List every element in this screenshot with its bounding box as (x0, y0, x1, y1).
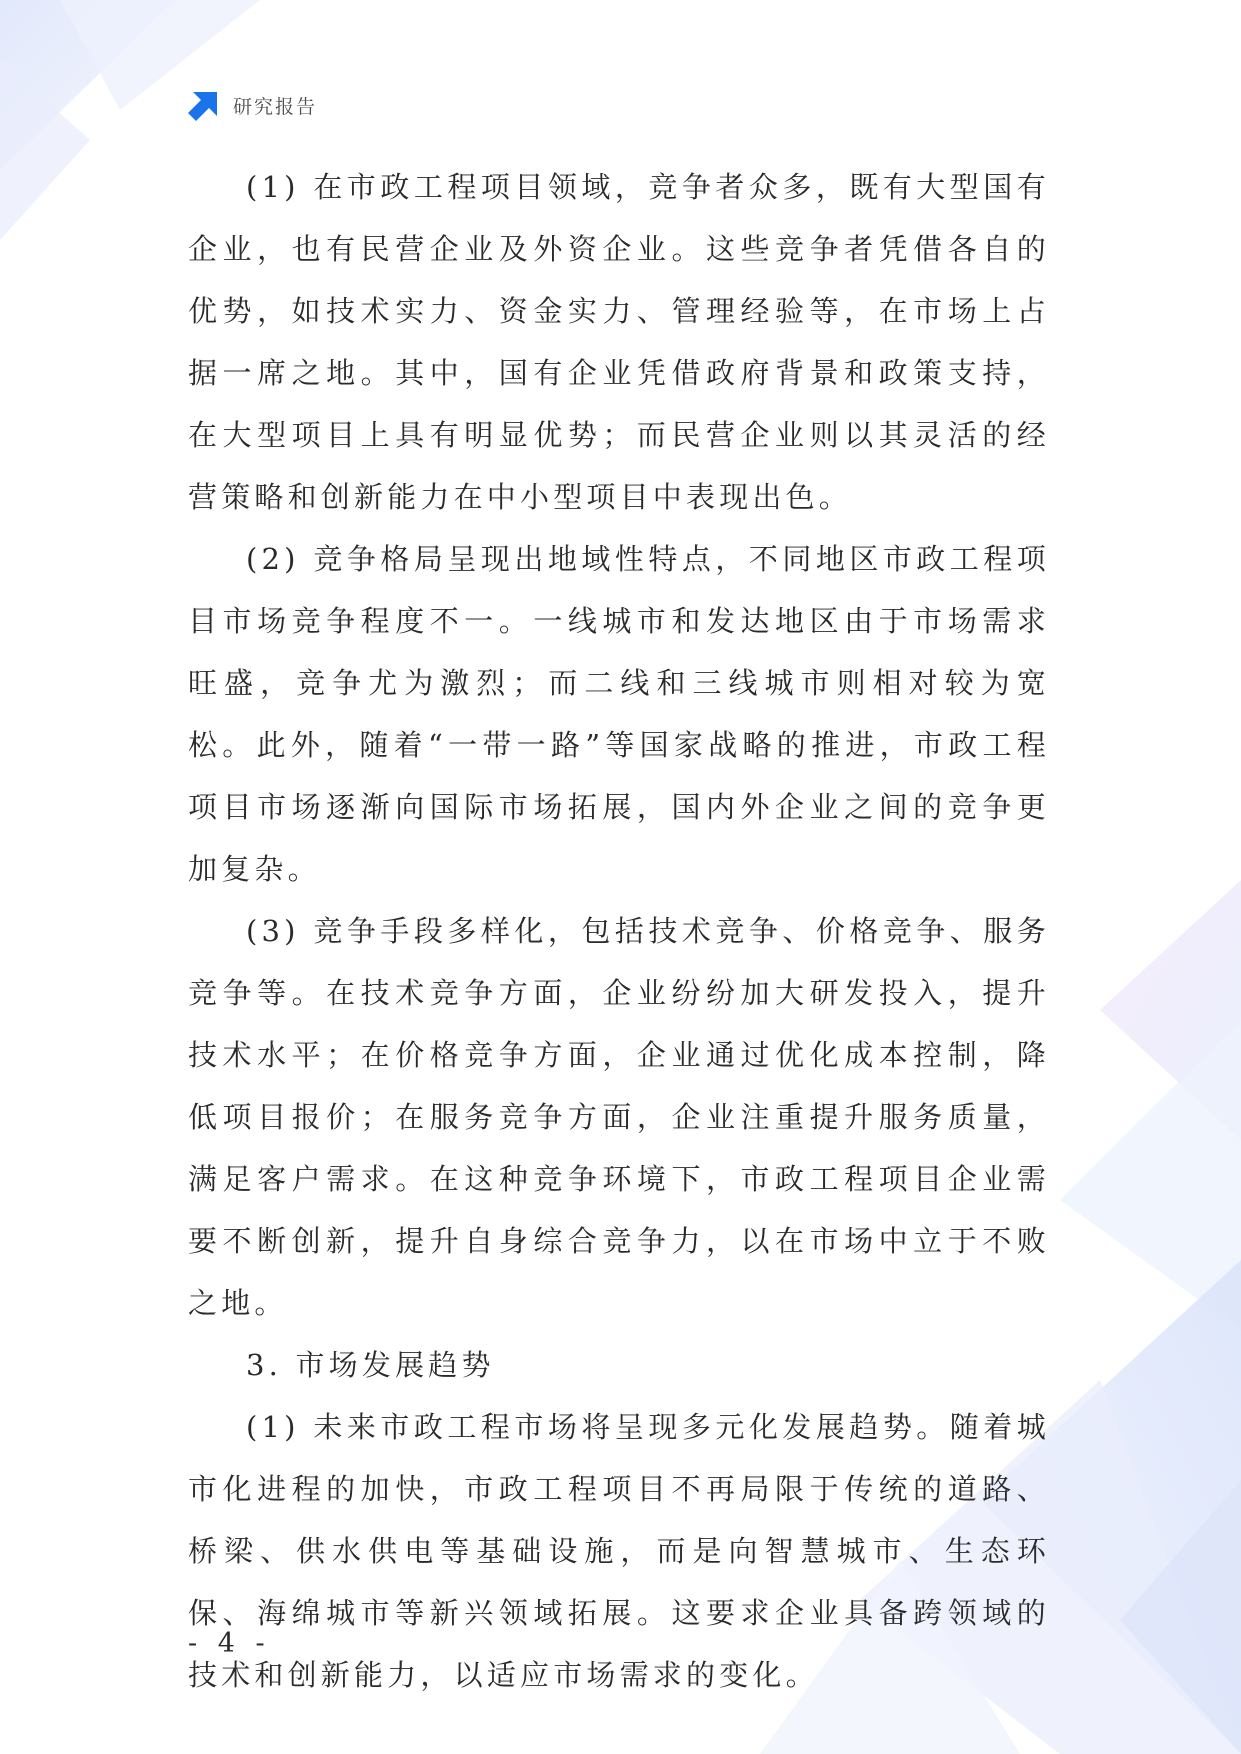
arrow-up-right-icon (187, 88, 221, 122)
paragraph-2: (2) 竞争格局呈现出地域性特点，不同地区市政工程项目市场竞争程度不一。一线城市和发达地区由于市场需求旺盛，竞争尤为激烈；而二线和三线城市则相对较为宽松。此外，随着“一带一路”等国家战略的推进，市政工程项目市场逐渐向国际市场拓展，国内外企业之间的竞争更加复杂。 (188, 542, 1050, 886)
report-header (187, 88, 317, 122)
section-paragraph-1: (1) 未来市政工程市场将呈现多元化发展趋势。随着城市化进程的加快，市政工程项目不再局限于传统的道路、桥梁、供水供电等基础设施，而是向智慧城市、生态环保、海绵城市等新兴领域拓展。这要求企业具备跨领域的技术和创新能力，以适应市场需求的变化。 (188, 1410, 1050, 1692)
page-number: - 4 - (188, 1628, 271, 1659)
document-body (188, 156, 1050, 1706)
paragraph-1: (1) 在市政工程项目领域，竞争者众多，既有大型国有企业，也有民营企业及外资企业。这些竞争者凭借各自的优势，如技术实力、资金实力、管理经验等，在市场上占据一席之地。其中，国有企业凭借政府背景和政策支持，在大型项目上具有明显优势；而民营企业则以其灵活的经营策略和创新能力在中小型项目中表现出色。 (188, 170, 1050, 514)
section-heading: 3. 市场发展趋势 (246, 1348, 495, 1382)
paragraph-3: (3) 竞争手段多样化，包括技术竞争、价格竞争、服务竞争等。在技术竞争方面，企业纷纷加大研发投入，提升技术水平；在价格竞争方面，企业通过优化成本控制，降低项目报价；在服务竞争方面，企业注重提升服务质量，满足客户需求。在这种竞争环境下，市政工程项目企业需要不断创新，提升自身综合竞争力，以在市场中立于不败之地。 (188, 914, 1050, 1320)
header-title: 研究报告 (233, 95, 318, 118)
